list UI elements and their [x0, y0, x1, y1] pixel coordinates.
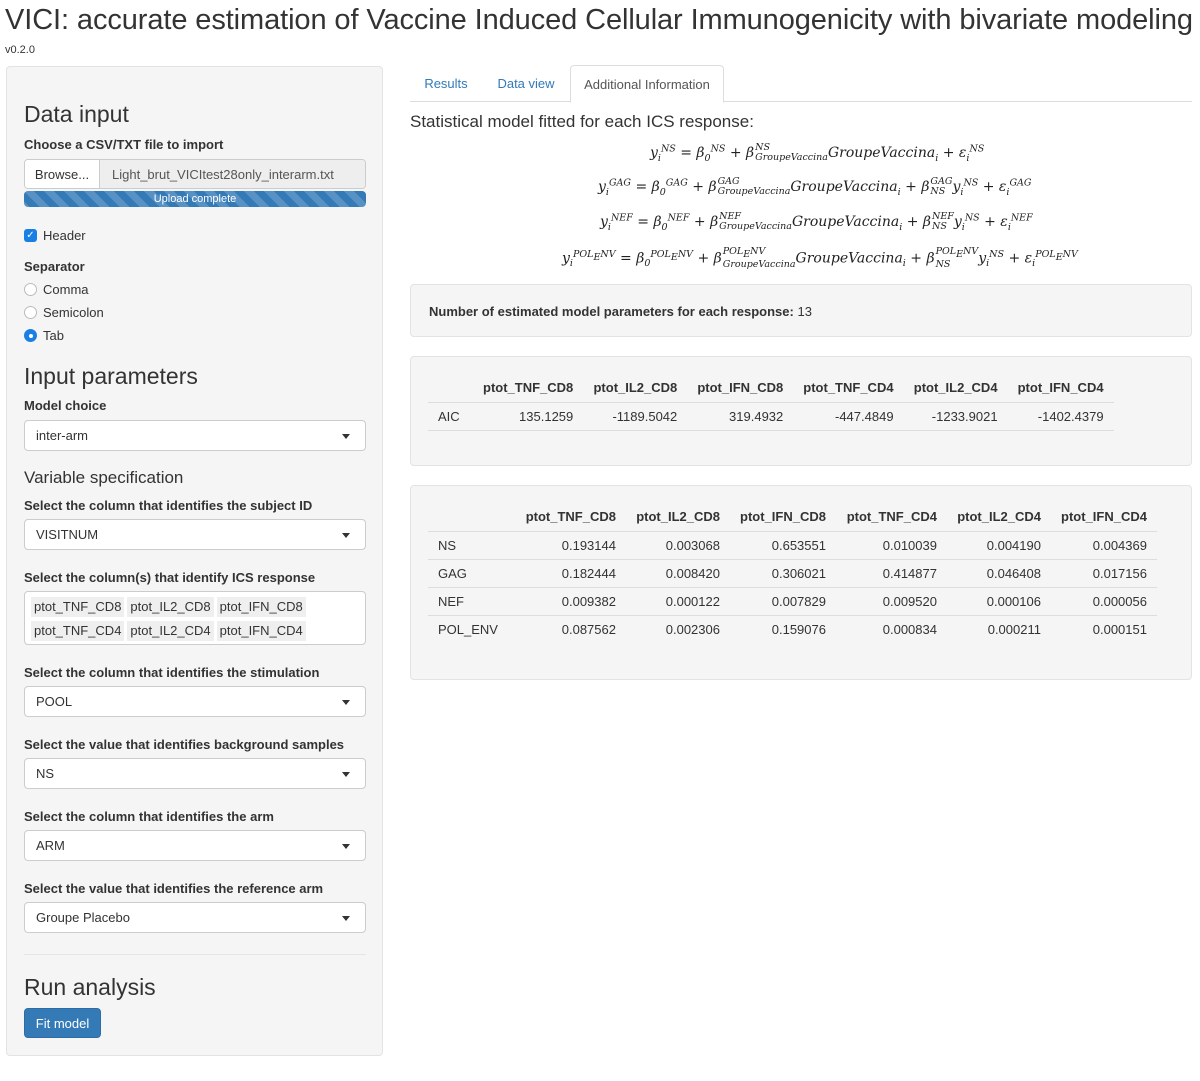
column-header: ptot_IFN_CD8: [697, 380, 784, 396]
column-header: ptot_IL2_CD4: [957, 509, 1041, 525]
file-name-field: Light_brut_VICItest28only_interarm.txt: [100, 160, 365, 188]
table-cell: 0.000056: [1092, 593, 1147, 609]
subject-id-label: Select the column that identifies the subject ID: [24, 498, 313, 513]
values-panel: [410, 485, 1192, 680]
reference-arm-value: Groupe Placebo: [36, 910, 130, 925]
table-cell: 0.007829: [771, 593, 826, 609]
table-cell: 0.003068: [665, 537, 720, 553]
params-text: [429, 304, 812, 319]
column-header: ptot_IFN_CD4: [1017, 380, 1104, 396]
ics-response-label: Select the column(s) that identify ICS response: [24, 570, 316, 585]
chevron-down-icon: [342, 700, 350, 705]
stimulation-label: Select the column that identifies the stimulation: [24, 665, 320, 680]
background-label: Select the value that identifies background samples: [24, 737, 345, 752]
table-row: [428, 615, 1157, 643]
chevron-down-icon: [342, 844, 350, 849]
radio-comma-label: Comma: [43, 282, 89, 297]
tab-data-view[interactable]: Data view: [497, 76, 555, 91]
column-header: ptot_IFN_CD4: [1061, 509, 1147, 525]
radio-tab-label: Tab: [43, 328, 64, 343]
background-select[interactable]: [24, 758, 366, 789]
ics-chip[interactable]: ptot_IL2_CD4: [127, 621, 213, 641]
params-label: Number of estimated model parameters for each response:: [429, 304, 794, 319]
table-cell: 0.008420: [665, 565, 720, 581]
table-row: [428, 559, 1157, 587]
equation-gag: $y_i^{GAG} = \beta_0^{GAG} + \beta$ GAG GroupeVaccina GroupeVaccina$_i$ + β GAG NS $y_i^{NS} + \varepsilon_i^{GAG}$: [598, 176, 1032, 198]
equation-ns: $y_i^{NS} = \beta_0^{NS} + \beta$ NS GroupeVaccina GroupeVaccina$_i$ + $\varepsilon_i^{NS}$: [650, 142, 985, 164]
row-label: AIC: [438, 408, 460, 424]
tab-additional-information[interactable]: Additional Information: [570, 65, 724, 103]
data-input-heading: Data input: [24, 101, 129, 127]
table-cell: 135.1259: [519, 408, 574, 424]
table-cell: 0.182444: [561, 565, 616, 581]
table-cell: 0.159076: [771, 621, 826, 637]
table-row: [428, 587, 1157, 615]
reference-arm-label: Select the value that identifies the reference arm: [24, 881, 324, 896]
ics-chip[interactable]: ptot_IFN_CD8: [217, 597, 306, 617]
row-label: POL_ENV: [438, 621, 498, 637]
file-input-label: Choose a CSV/TXT file to import: [24, 137, 224, 152]
subject-id-value: VISITNUM: [36, 527, 99, 542]
stimulation-select[interactable]: [24, 686, 366, 717]
divider: [24, 954, 366, 955]
column-header: ptot_TNF_CD8: [483, 380, 574, 396]
table-cell: 0.009520: [882, 593, 937, 609]
table-cell: -1233.9021: [931, 408, 998, 424]
input-parameters-heading: Input parameters: [24, 363, 198, 389]
table-cell: 0.000106: [986, 593, 1041, 609]
arm-label: Select the column that identifies the arm: [24, 809, 274, 824]
table-row: [428, 531, 1157, 559]
column-header: ptot_IL2_CD8: [593, 380, 678, 396]
table-cell: 0.653551: [771, 537, 826, 553]
table-cell: 0.000122: [665, 593, 720, 609]
column-header: ptot_IL2_CD4: [913, 380, 998, 396]
row-label: GAG: [438, 565, 467, 581]
model-choice-select[interactable]: [24, 420, 366, 451]
ics-chip[interactable]: ptot_IL2_CD8: [127, 597, 213, 617]
reference-arm-select[interactable]: [24, 902, 366, 933]
table-cell: 0.087562: [561, 621, 616, 637]
model-choice-value: inter-arm: [36, 428, 89, 443]
column-header: [428, 374, 473, 402]
row-label: NEF: [438, 593, 464, 609]
app-title: VICI: accurate estimation of Vaccine Induced Cellular Immunogenicity with bivariate modeling: [5, 4, 1193, 36]
column-header: ptot_TNF_CD8: [525, 509, 616, 525]
background-value: NS: [36, 766, 55, 781]
params-panel: [410, 284, 1192, 337]
upload-status-text: Upload complete: [153, 193, 237, 205]
upload-progress-bar: [24, 191, 366, 207]
header-checkbox[interactable]: ✓: [24, 229, 37, 242]
model-heading: Statistical model fitted for each ICS response:: [410, 112, 754, 131]
table-cell: -447.4849: [835, 408, 894, 424]
radio-semicolon[interactable]: [24, 306, 37, 319]
app-version: v0.2.0: [5, 44, 35, 56]
table-cell: 0.306021: [771, 565, 826, 581]
table-cell: 0.414877: [882, 565, 937, 581]
radio-semicolon-label: Semicolon: [43, 305, 104, 320]
table-cell: -1189.5042: [612, 408, 678, 424]
table-cell: 0.000151: [1092, 621, 1147, 637]
table-cell: 0.000211: [987, 621, 1041, 637]
browse-button[interactable]: Browse...: [25, 160, 100, 188]
radio-tab[interactable]: [24, 329, 37, 342]
run-analysis-heading: Run analysis: [24, 974, 156, 1000]
table-cell: 0.046408: [986, 565, 1041, 581]
sidebar-panel: [6, 66, 383, 1056]
table-header-row: [428, 374, 1114, 402]
chevron-down-icon: [342, 434, 350, 439]
column-header: ptot_IL2_CD8: [636, 509, 720, 525]
table-cell: 0.017156: [1092, 565, 1147, 581]
column-header: ptot_IFN_CD8: [740, 509, 826, 525]
ics-response-multiselect[interactable]: [24, 591, 366, 645]
tab-bar: [410, 65, 1192, 102]
table-cell: 0.004190: [986, 537, 1041, 553]
radio-comma[interactable]: [24, 283, 37, 296]
subject-id-select[interactable]: [24, 519, 366, 550]
chevron-down-icon: [342, 916, 350, 921]
header-checkbox-row[interactable]: [24, 228, 86, 243]
table-cell: -1402.4379: [1037, 408, 1104, 424]
ics-chip[interactable]: ptot_TNF_CD8: [31, 597, 124, 617]
separator-label: Separator: [24, 259, 85, 274]
table-cell: 0.010039: [882, 537, 937, 553]
table-row: [428, 402, 1114, 430]
table-cell: 0.002306: [665, 621, 720, 637]
ics-chip[interactable]: ptot_IFN_CD4: [217, 621, 306, 641]
variable-spec-heading: Variable specification: [24, 468, 184, 487]
fit-model-button[interactable]: Fit model: [24, 1008, 101, 1038]
file-input-group: [24, 159, 366, 189]
chevron-down-icon: [342, 533, 350, 538]
table-cell: 0.004369: [1092, 537, 1147, 553]
header-checkbox-label: Header: [43, 228, 86, 243]
table-header-row: [428, 503, 1157, 531]
model-choice-label: Model choice: [24, 398, 107, 413]
separator-option-semicolon[interactable]: [24, 305, 104, 320]
separator-option-comma[interactable]: [24, 282, 89, 297]
table-cell: 319.4932: [729, 408, 784, 424]
chevron-down-icon: [342, 772, 350, 777]
row-label: NS: [438, 537, 457, 553]
table-cell: 0.193144: [561, 537, 616, 553]
values-table: [428, 503, 1157, 643]
table-cell: 0.009382: [561, 593, 616, 609]
stimulation-value: POOL: [36, 694, 73, 709]
column-header: ptot_TNF_CD4: [803, 380, 894, 396]
tab-results[interactable]: Results: [424, 76, 468, 91]
column-header: ptot_TNF_CD4: [846, 509, 937, 525]
ics-chip[interactable]: ptot_TNF_CD4: [31, 621, 124, 641]
table-cell: 0.000834: [882, 621, 937, 637]
equation-nef: $y_i^{NEF} = \beta_0^{NEF} + \beta$ NEF GroupeVaccina GroupeVaccina$_i$ + β NEF NS $y_i^{NS} + \varepsilon_i^{NEF}$: [600, 211, 1033, 233]
arm-value: ARM: [36, 838, 65, 853]
equation-pol-env: $y_i^{POL_ENV} = \beta_0^{POL_ENV} + \beta$ $POL_ENV$ GroupeVaccina GroupeVaccina$_i$ + β $POL_ENV$ NS $y_i^{NS} + \varepsilon_i^{POL_ENV}$: [562, 246, 1078, 270]
params-value: 13: [797, 304, 812, 319]
aic-table: [428, 374, 1114, 431]
arm-select[interactable]: [24, 830, 366, 861]
separator-option-tab[interactable]: [24, 328, 64, 343]
aic-panel: [410, 356, 1192, 466]
column-header: [428, 503, 508, 531]
